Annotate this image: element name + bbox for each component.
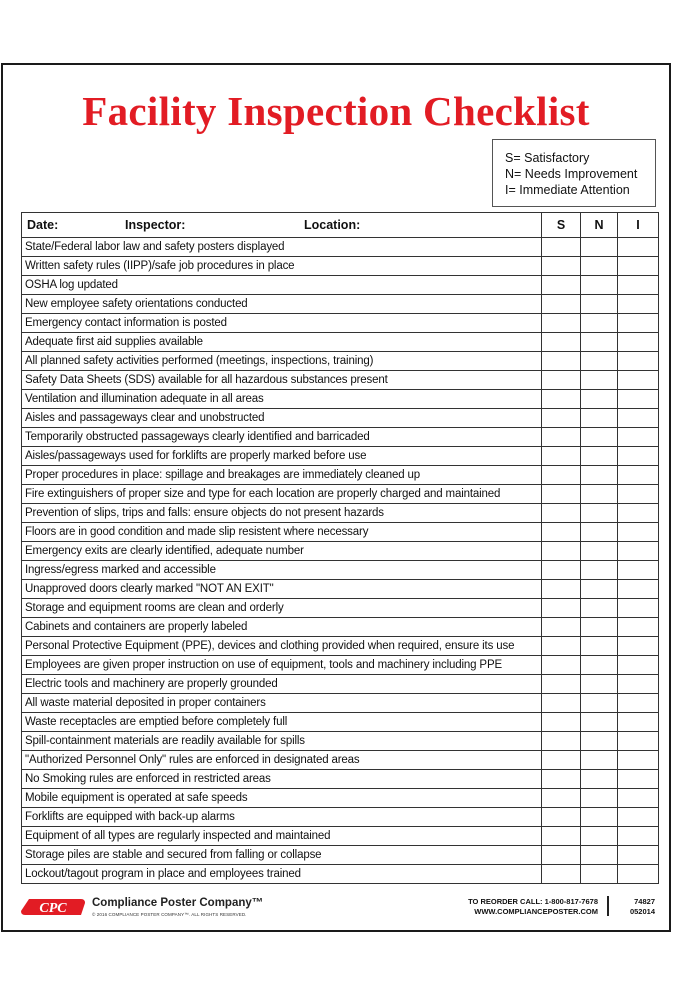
rating-cell-s[interactable] bbox=[542, 561, 581, 580]
table-row bbox=[22, 770, 659, 789]
checklist-item: Emergency contact information is posted bbox=[22, 314, 542, 333]
rating-cell-n[interactable] bbox=[581, 751, 618, 770]
rating-cell-s[interactable] bbox=[542, 770, 581, 789]
checklist-item: Floors are in good condition and made slip resistent where necessary bbox=[22, 523, 542, 542]
checklist-item: No Smoking rules are enforced in restricted areas bbox=[22, 770, 542, 789]
table-row bbox=[22, 371, 659, 390]
checklist-item: Cabinets and containers are properly labeled bbox=[22, 618, 542, 637]
rating-cell-i[interactable] bbox=[618, 352, 659, 371]
rating-cell-i[interactable] bbox=[618, 637, 659, 656]
rating-cell-i[interactable] bbox=[618, 428, 659, 447]
table-row bbox=[22, 333, 659, 352]
checklist-item: Aisles and passageways clear and unobstructed bbox=[22, 409, 542, 428]
table-row bbox=[22, 637, 659, 656]
rating-cell-i[interactable] bbox=[618, 808, 659, 827]
checklist-item: Mobile equipment is operated at safe speeds bbox=[22, 789, 542, 808]
rating-cell-i[interactable] bbox=[618, 333, 659, 352]
rating-cell-i[interactable] bbox=[618, 789, 659, 808]
rating-cell-n[interactable] bbox=[581, 637, 618, 656]
table-row bbox=[22, 428, 659, 447]
rating-cell-n[interactable] bbox=[581, 580, 618, 599]
rating-cell-s[interactable] bbox=[542, 523, 581, 542]
rating-cell-i[interactable] bbox=[618, 561, 659, 580]
rating-cell-i[interactable] bbox=[618, 409, 659, 428]
rating-cell-i[interactable] bbox=[618, 447, 659, 466]
rating-cell-s[interactable] bbox=[542, 675, 581, 694]
table-row bbox=[22, 865, 659, 884]
rating-cell-i[interactable] bbox=[618, 713, 659, 732]
rating-cell-i[interactable] bbox=[618, 846, 659, 865]
rating-cell-n[interactable] bbox=[581, 827, 618, 846]
copyright-notice: © 2016 COMPLIANCE POSTER COMPANY™. ALL RIGHTS RESERVED. bbox=[92, 912, 247, 917]
table-row bbox=[22, 713, 659, 732]
rating-cell-s[interactable] bbox=[542, 694, 581, 713]
product-code: 74827 bbox=[634, 897, 655, 906]
header-fields bbox=[22, 213, 542, 238]
logo-text: CPC bbox=[39, 901, 67, 916]
rating-cell-s[interactable] bbox=[542, 371, 581, 390]
rating-cell-i[interactable] bbox=[618, 732, 659, 751]
rating-cell-s[interactable] bbox=[542, 732, 581, 751]
rating-cell-i[interactable] bbox=[618, 295, 659, 314]
rating-legend bbox=[492, 139, 656, 207]
rating-cell-n[interactable] bbox=[581, 732, 618, 751]
rating-cell-s[interactable] bbox=[542, 428, 581, 447]
rating-cell-n[interactable] bbox=[581, 599, 618, 618]
rating-cell-s[interactable] bbox=[542, 827, 581, 846]
column-header-s: S bbox=[542, 213, 581, 238]
table-row bbox=[22, 618, 659, 637]
date-code: 052014 bbox=[629, 907, 655, 916]
table-row bbox=[22, 656, 659, 675]
rating-cell-s[interactable] bbox=[542, 409, 581, 428]
table-row bbox=[22, 561, 659, 580]
checklist-item: Employees are given proper instruction on use of equipment, tools and machinery including PPE bbox=[22, 656, 542, 675]
checklist-item: Emergency exits are clearly identified, adequate number bbox=[22, 542, 542, 561]
checklist-item: Storage piles are stable and secured from falling or collapse bbox=[22, 846, 542, 865]
table-row bbox=[22, 827, 659, 846]
table-row bbox=[22, 504, 659, 523]
rating-cell-i[interactable] bbox=[618, 276, 659, 295]
brand-name: Compliance Poster Company™ bbox=[92, 897, 264, 909]
checklist-poster bbox=[1, 63, 671, 932]
checklist-item: Waste receptacles are emptied before completely full bbox=[22, 713, 542, 732]
rating-cell-n[interactable] bbox=[581, 504, 618, 523]
rating-cell-n[interactable] bbox=[581, 770, 618, 789]
rating-cell-i[interactable] bbox=[618, 694, 659, 713]
table-row bbox=[22, 523, 659, 542]
legend-needs-improvement: N= Needs Improvement bbox=[505, 167, 638, 181]
reorder-phone: TO REORDER CALL: 1-800-817-7678 bbox=[468, 897, 598, 906]
checklist-item: Adequate first aid supplies available bbox=[22, 333, 542, 352]
rating-cell-s[interactable] bbox=[542, 314, 581, 333]
rating-cell-i[interactable] bbox=[618, 371, 659, 390]
rating-cell-s[interactable] bbox=[542, 637, 581, 656]
table-row bbox=[22, 789, 659, 808]
rating-cell-n[interactable] bbox=[581, 713, 618, 732]
rating-cell-n[interactable] bbox=[581, 238, 618, 257]
rating-cell-s[interactable] bbox=[542, 580, 581, 599]
rating-cell-i[interactable] bbox=[618, 314, 659, 333]
rating-cell-n[interactable] bbox=[581, 561, 618, 580]
table-row bbox=[22, 846, 659, 865]
table-row bbox=[22, 542, 659, 561]
rating-cell-s[interactable] bbox=[542, 238, 581, 257]
table-row bbox=[22, 675, 659, 694]
table-row bbox=[22, 485, 659, 504]
rating-cell-i[interactable] bbox=[618, 238, 659, 257]
checklist-body bbox=[22, 238, 659, 884]
rating-cell-n[interactable] bbox=[581, 523, 618, 542]
rating-cell-n[interactable] bbox=[581, 846, 618, 865]
rating-cell-n[interactable] bbox=[581, 428, 618, 447]
table-row bbox=[22, 694, 659, 713]
rating-cell-s[interactable] bbox=[542, 504, 581, 523]
table-row bbox=[22, 314, 659, 333]
rating-cell-n[interactable] bbox=[581, 333, 618, 352]
rating-cell-s[interactable] bbox=[542, 846, 581, 865]
rating-cell-s[interactable] bbox=[542, 485, 581, 504]
rating-cell-i[interactable] bbox=[618, 542, 659, 561]
table-header-row bbox=[22, 213, 659, 238]
rating-cell-n[interactable] bbox=[581, 409, 618, 428]
reorder-website: WWW.COMPLIANCEPOSTER.COM bbox=[474, 907, 598, 916]
rating-cell-n[interactable] bbox=[581, 390, 618, 409]
rating-cell-s[interactable] bbox=[542, 599, 581, 618]
rating-cell-s[interactable] bbox=[542, 542, 581, 561]
rating-cell-i[interactable] bbox=[618, 466, 659, 485]
rating-cell-i[interactable] bbox=[618, 827, 659, 846]
checklist-item: "Authorized Personnel Only" rules are enforced in designated areas bbox=[22, 751, 542, 770]
rating-cell-i[interactable] bbox=[618, 485, 659, 504]
rating-cell-s[interactable] bbox=[542, 656, 581, 675]
rating-cell-s[interactable] bbox=[542, 789, 581, 808]
checklist-item: Storage and equipment rooms are clean and orderly bbox=[22, 599, 542, 618]
rating-cell-s[interactable] bbox=[542, 447, 581, 466]
checklist-item: Spill-containment materials are readily available for spills bbox=[22, 732, 542, 751]
table-row bbox=[22, 447, 659, 466]
checklist-item: Prevention of slips, trips and falls: ensure objects do not present hazards bbox=[22, 504, 542, 523]
rating-cell-s[interactable] bbox=[542, 618, 581, 637]
column-header-n: N bbox=[581, 213, 618, 238]
checklist-item: Safety Data Sheets (SDS) available for all hazardous substances present bbox=[22, 371, 542, 390]
rating-cell-n[interactable] bbox=[581, 276, 618, 295]
rating-cell-n[interactable] bbox=[581, 371, 618, 390]
rating-cell-n[interactable] bbox=[581, 447, 618, 466]
rating-cell-s[interactable] bbox=[542, 257, 581, 276]
legend-immediate-attention: I= Immediate Attention bbox=[505, 183, 630, 197]
checklist-item: All planned safety activities performed (meetings, inspections, training) bbox=[22, 352, 542, 371]
checklist-item: State/Federal labor law and safety posters displayed bbox=[22, 238, 542, 257]
rating-cell-s[interactable] bbox=[542, 751, 581, 770]
table-row bbox=[22, 409, 659, 428]
rating-cell-n[interactable] bbox=[581, 295, 618, 314]
rating-cell-n[interactable] bbox=[581, 257, 618, 276]
table-row bbox=[22, 466, 659, 485]
checklist-item: New employee safety orientations conducted bbox=[22, 295, 542, 314]
footer bbox=[3, 893, 669, 923]
rating-cell-n[interactable] bbox=[581, 485, 618, 504]
rating-cell-i[interactable] bbox=[618, 618, 659, 637]
checklist-item: Ventilation and illumination adequate in all areas bbox=[22, 390, 542, 409]
rating-cell-i[interactable] bbox=[618, 599, 659, 618]
product-codes bbox=[630, 897, 655, 917]
checklist-item: Lockout/tagout program in place and employees trained bbox=[22, 865, 542, 884]
table-row bbox=[22, 599, 659, 618]
column-header-i: I bbox=[618, 213, 659, 238]
legend-satisfactory: S= Satisfactory bbox=[505, 151, 590, 165]
rating-cell-i[interactable] bbox=[618, 504, 659, 523]
table-row bbox=[22, 808, 659, 827]
rating-cell-i[interactable] bbox=[618, 751, 659, 770]
table-row bbox=[22, 352, 659, 371]
checklist-item: Temporarily obstructed passageways clearly identified and barricaded bbox=[22, 428, 542, 447]
rating-cell-i[interactable] bbox=[618, 257, 659, 276]
rating-cell-i[interactable] bbox=[618, 656, 659, 675]
table-row bbox=[22, 751, 659, 770]
rating-cell-s[interactable] bbox=[542, 352, 581, 371]
checklist-item: OSHA log updated bbox=[22, 276, 542, 295]
rating-cell-s[interactable] bbox=[542, 295, 581, 314]
checklist-item: Forklifts are equipped with back-up alarms bbox=[22, 808, 542, 827]
inspector-label: Inspector: bbox=[125, 218, 186, 232]
rating-cell-i[interactable] bbox=[618, 675, 659, 694]
table-row bbox=[22, 580, 659, 599]
checklist-item: Electric tools and machinery are properly grounded bbox=[22, 675, 542, 694]
rating-cell-n[interactable] bbox=[581, 466, 618, 485]
location-label: Location: bbox=[304, 218, 361, 232]
cpc-logo-icon bbox=[19, 897, 87, 917]
checklist-item: Proper procedures in place: spillage and breakages are immediately cleaned up bbox=[22, 466, 542, 485]
rating-cell-n[interactable] bbox=[581, 618, 618, 637]
rating-cell-n[interactable] bbox=[581, 656, 618, 675]
rating-cell-n[interactable] bbox=[581, 865, 618, 884]
rating-cell-n[interactable] bbox=[581, 352, 618, 371]
table-row bbox=[22, 295, 659, 314]
rating-cell-s[interactable] bbox=[542, 276, 581, 295]
checklist-item: Fire extinguishers of proper size and type for each location are properly charged and maintained bbox=[22, 485, 542, 504]
table-row bbox=[22, 238, 659, 257]
reorder-info bbox=[468, 897, 598, 917]
checklist-item: Ingress/egress marked and accessible bbox=[22, 561, 542, 580]
checklist-item: Personal Protective Equipment (PPE), devices and clothing provided when required, ensure its use bbox=[22, 637, 542, 656]
page-title: Facility Inspection Checklist bbox=[82, 88, 590, 134]
rating-cell-i[interactable] bbox=[618, 390, 659, 409]
rating-cell-i[interactable] bbox=[618, 770, 659, 789]
rating-cell-s[interactable] bbox=[542, 466, 581, 485]
rating-cell-s[interactable] bbox=[542, 390, 581, 409]
footer-divider bbox=[607, 896, 609, 916]
table-row bbox=[22, 390, 659, 409]
rating-cell-i[interactable] bbox=[618, 523, 659, 542]
rating-cell-n[interactable] bbox=[581, 542, 618, 561]
rating-cell-n[interactable] bbox=[581, 808, 618, 827]
inspection-table bbox=[21, 212, 659, 884]
rating-cell-n[interactable] bbox=[581, 789, 618, 808]
checklist-item: Written safety rules (IIPP)/safe job procedures in place bbox=[22, 257, 542, 276]
rating-cell-i[interactable] bbox=[618, 580, 659, 599]
checklist-item: All waste material deposited in proper containers bbox=[22, 694, 542, 713]
rating-cell-n[interactable] bbox=[581, 314, 618, 333]
table-row bbox=[22, 276, 659, 295]
rating-cell-s[interactable] bbox=[542, 808, 581, 827]
checklist-item: Unapproved doors clearly marked "NOT AN EXIT" bbox=[22, 580, 542, 599]
table-row bbox=[22, 257, 659, 276]
rating-cell-s[interactable] bbox=[542, 333, 581, 352]
rating-cell-s[interactable] bbox=[542, 865, 581, 884]
date-label: Date: bbox=[27, 218, 59, 232]
table-row bbox=[22, 732, 659, 751]
rating-cell-s[interactable] bbox=[542, 713, 581, 732]
rating-cell-i[interactable] bbox=[618, 865, 659, 884]
rating-cell-n[interactable] bbox=[581, 694, 618, 713]
checklist-item: Aisles/passageways used for forklifts are properly marked before use bbox=[22, 447, 542, 466]
rating-cell-n[interactable] bbox=[581, 675, 618, 694]
checklist-item: Equipment of all types are regularly inspected and maintained bbox=[22, 827, 542, 846]
